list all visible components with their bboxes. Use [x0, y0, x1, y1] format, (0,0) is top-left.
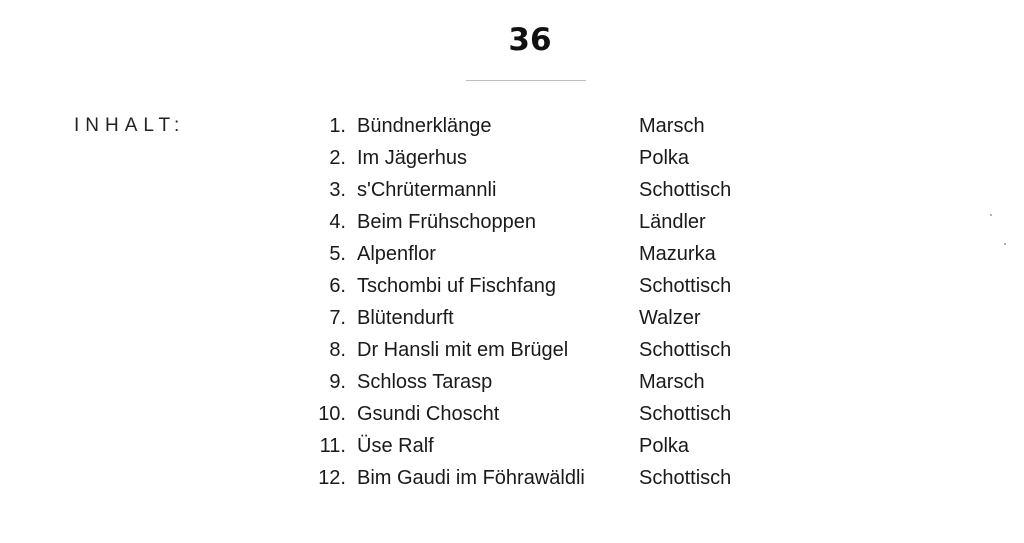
entry-title: Bim Gaudi im Föhrawäldli	[357, 467, 585, 489]
entry-number: 4.	[329, 211, 346, 233]
entry-number: 3.	[329, 179, 346, 201]
entry-title: Gsundi Choscht	[357, 403, 500, 425]
toc-entry	[290, 270, 760, 302]
scan-speck	[990, 214, 992, 216]
entry-title: Schloss Tarasp	[357, 371, 493, 393]
entry-title: Bündnerklänge	[357, 115, 492, 137]
entry-title: Beim Frühschoppen	[357, 211, 536, 233]
entry-number: 11.	[319, 435, 346, 457]
toc-entry	[290, 142, 760, 174]
entry-title: Alpenflor	[357, 243, 436, 265]
entry-number: 1.	[329, 115, 346, 137]
scan-speck	[1004, 243, 1006, 245]
entry-genre: Marsch	[639, 115, 705, 137]
section-label: INHALT:	[74, 115, 186, 136]
entry-title: s'Chrütermannli	[357, 179, 497, 201]
toc-entry	[290, 430, 760, 462]
entry-title: Dr Hansli mit em Brügel	[357, 339, 569, 361]
toc-entry	[290, 462, 760, 494]
toc-entry	[290, 206, 760, 238]
entry-number: 7.	[329, 307, 346, 329]
entry-title: Blütendurft	[357, 307, 454, 329]
toc-entry	[290, 366, 760, 398]
divider-rule	[466, 80, 586, 81]
toc-entry	[290, 174, 760, 206]
entry-genre: Walzer	[639, 307, 701, 329]
table-of-contents	[290, 110, 760, 494]
entry-number: 10.	[318, 403, 346, 425]
entry-number: 8.	[329, 339, 346, 361]
entry-genre: Schottisch	[639, 275, 732, 297]
toc-entry	[290, 334, 760, 366]
entry-number: 2.	[329, 147, 346, 169]
entry-number: 6.	[329, 275, 346, 297]
entry-genre: Marsch	[639, 371, 705, 393]
entry-genre: Ländler	[639, 211, 706, 233]
entry-genre: Schottisch	[639, 339, 732, 361]
toc-entry	[290, 302, 760, 334]
toc-entry	[290, 110, 760, 142]
entry-number: 9.	[329, 371, 346, 393]
entry-title: Im Jägerhus	[357, 147, 468, 169]
toc-entry	[290, 238, 760, 270]
entry-genre: Polka	[639, 147, 690, 169]
entry-genre: Schottisch	[639, 467, 732, 489]
entry-genre: Schottisch	[639, 179, 732, 201]
entry-title: Tschombi uf Fischfang	[357, 275, 556, 297]
entry-number: 5.	[329, 243, 346, 265]
entry-number: 12.	[318, 467, 346, 489]
entry-genre: Mazurka	[639, 243, 716, 265]
toc-entry	[290, 398, 760, 430]
page-number: 36	[508, 22, 552, 58]
entry-title: Üse Ralf	[357, 435, 434, 457]
entry-genre: Schottisch	[639, 403, 732, 425]
entry-genre: Polka	[639, 435, 690, 457]
